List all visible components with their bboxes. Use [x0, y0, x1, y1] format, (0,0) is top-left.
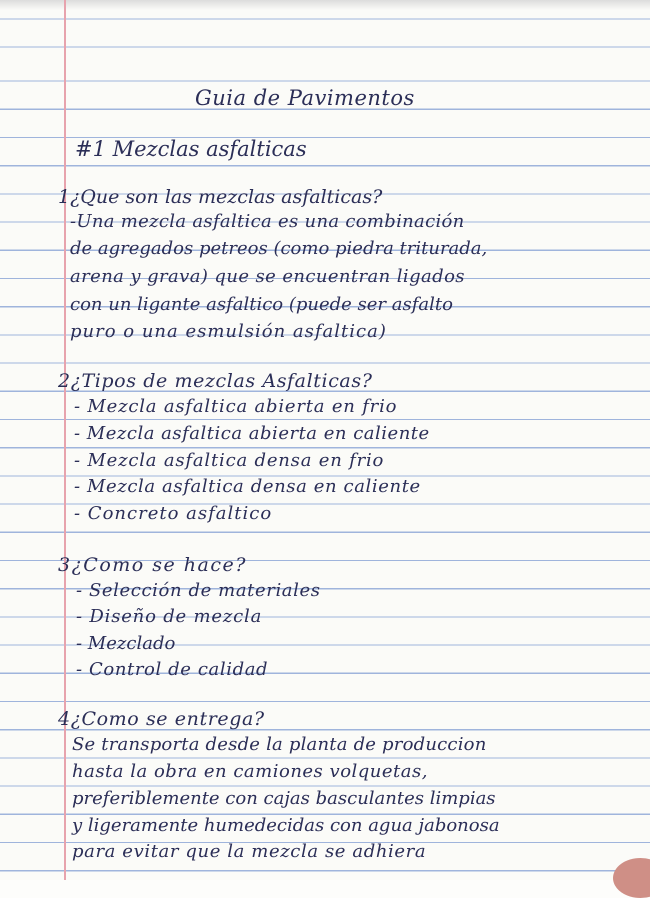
answer-1-line: -Una mezcla asfaltica es una combinación	[70, 211, 465, 232]
answer-4-line: preferiblemente con cajas basculantes limpias	[72, 788, 496, 809]
list-item: - Concreto asfaltico	[74, 503, 273, 524]
answer-4-line: Se transporta desde la planta de produccion	[72, 734, 487, 755]
list-item: - Mezcla asfaltica densa en frio	[74, 450, 385, 471]
thumb-edge	[613, 858, 650, 898]
paper-top-edge	[0, 0, 650, 10]
section-heading: #1 Mezclas asfalticas	[75, 137, 307, 161]
list-item: - Control de calidad	[76, 659, 269, 680]
answer-1-line: puro o una esmulsión asfaltica)	[70, 321, 387, 342]
answer-1-line: de agregados petreos (como piedra triturada,	[70, 238, 488, 259]
answer-4-line: y ligeramente humedecidas con agua jabonosa	[72, 815, 500, 836]
answer-1-line: arena y grava) que se encuentran ligados	[70, 266, 465, 287]
page-title: Guia de Pavimentos	[195, 86, 415, 110]
question-3: 3¿Como se hace?	[58, 554, 247, 576]
list-item: - Diseño de mezcla	[76, 606, 263, 627]
list-item: - Mezcla asfaltica abierta en caliente	[74, 423, 430, 444]
margin-line	[64, 0, 66, 880]
list-item: - Selección de materiales	[76, 580, 321, 601]
list-item: - Mezclado	[76, 633, 176, 654]
question-1: 1¿Que son las mezclas asfalticas?	[58, 186, 383, 208]
question-4: 4¿Como se entrega?	[58, 708, 265, 730]
question-2: 2¿Tipos de mezclas Asfalticas?	[58, 370, 373, 392]
list-item: - Mezcla asfaltica densa en caliente	[74, 476, 421, 497]
answer-1-line: con un ligante asfaltico (puede ser asfalto	[70, 294, 453, 315]
answer-4-line: para evitar que la mezcla se adhiera	[72, 841, 427, 862]
list-item: - Mezcla asfaltica abierta en frio	[74, 396, 398, 417]
answer-4-line: hasta la obra en camiones volquetas,	[72, 761, 428, 782]
